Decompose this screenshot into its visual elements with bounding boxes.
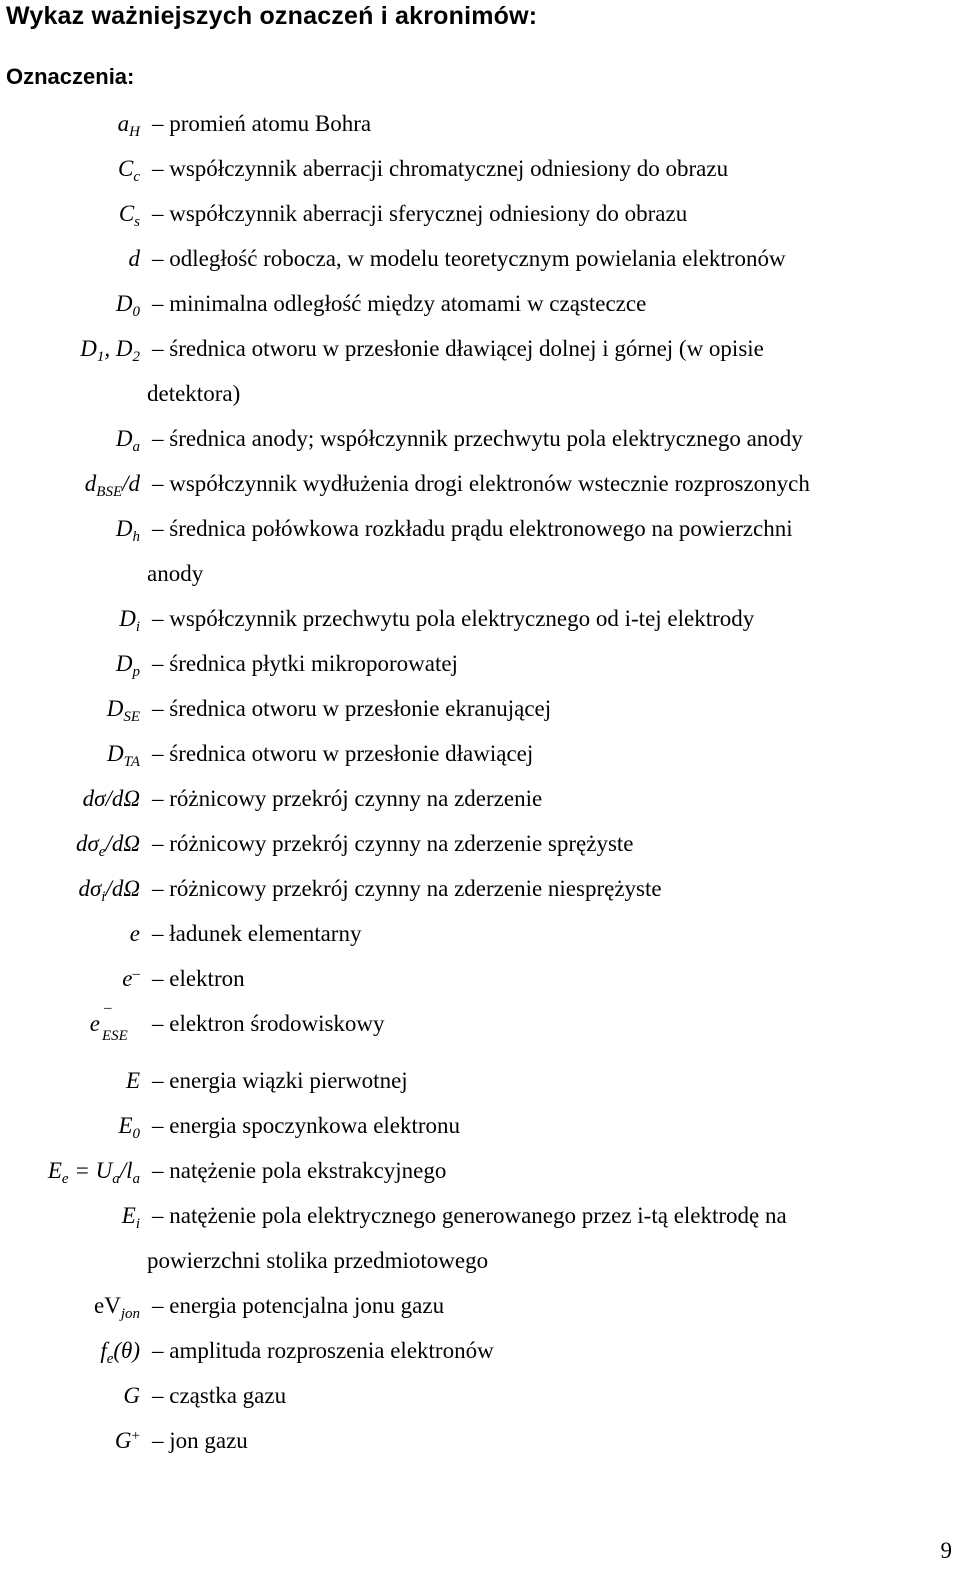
notation-description: – elektron	[152, 962, 245, 996]
notation-description: – odległość robocza, w modelu teoretycznym powielania elektronów	[152, 242, 786, 276]
notation-symbol: dσ/dΩ	[82, 786, 140, 811]
notation-symbol: $D_0$	[115, 291, 140, 320]
notation-entry	[0, 422, 960, 456]
notation-entry	[0, 737, 960, 771]
notation-symbol: e – ESE	[89, 1000, 128, 1044]
notation-entry	[0, 1199, 960, 1233]
page-number: 9	[940, 1538, 952, 1563]
notation-description: – energia wiązki pierwotnej	[152, 1064, 408, 1098]
notation-description: – średnica otworu w przesłonie ekranującej	[152, 692, 551, 726]
notation-symbol: e–	[122, 966, 140, 991]
notation-description: – średnica anody; współczynnik przechwytu pola elektrycznego anody	[152, 422, 803, 456]
notation-symbol: $eV_{jon}$	[94, 1293, 140, 1322]
notation-entry	[0, 1424, 960, 1458]
notation-entry	[0, 332, 960, 366]
notation-entry	[0, 287, 960, 321]
notation-symbol: G+	[114, 1428, 140, 1453]
notation-entry	[0, 692, 960, 726]
notation-symbol: $E_0$	[118, 1113, 140, 1142]
notation-symbol: $f_e(\theta)$	[100, 1338, 140, 1367]
notation-symbol: $D_1$, $D_2$	[80, 336, 140, 365]
notation-entry	[0, 1000, 960, 1057]
notation-description: – współczynnik aberracji sferycznej odniesiony do obrazu	[152, 197, 687, 231]
notation-entry	[0, 242, 960, 276]
notation-symbol: d	[128, 246, 140, 271]
notation-description: – średnica otworu w przesłonie dławiącej dolnej i górnej (w opisie	[152, 332, 764, 366]
page-heading: Wykaz ważniejszych oznaczeń i akronimów:	[6, 2, 538, 30]
notation-description: – współczynnik aberracji chromatycznej odniesiony do obrazu	[152, 152, 728, 186]
notation-description: – natężenie pola ekstrakcyjnego	[152, 1154, 446, 1188]
notation-symbol: $a_H$	[117, 111, 140, 140]
notation-description: – średnica otworu w przesłonie dławiącej	[152, 737, 533, 771]
notation-description: – różnicowy przekrój czynny na zderzenie	[152, 782, 542, 816]
notation-description: – energia potencjalna jonu gazu	[152, 1289, 444, 1323]
notation-description: – różnicowy przekrój czynny na zderzenie sprężyste	[152, 827, 634, 861]
notation-description: – cząstka gazu	[152, 1379, 286, 1413]
notation-description: – średnica połówkowa rozkładu prądu elektronowego na powierzchni	[152, 512, 793, 546]
notation-description-continuation: anody	[147, 561, 204, 586]
notation-description: – współczynnik wydłużenia drogi elektronów wstecznie rozproszonych	[152, 467, 810, 501]
notation-symbol: E	[125, 1068, 140, 1093]
notation-entry	[0, 512, 960, 546]
notation-entry	[0, 467, 960, 501]
notation-symbol: $C_s$	[118, 201, 140, 230]
notation-description: – natężenie pola elektrycznego generowanego przez i-tą elektrodę na	[152, 1199, 787, 1233]
notation-entry	[0, 1334, 960, 1368]
notation-symbol: $D_{TA}$	[106, 741, 140, 770]
notation-entry	[0, 827, 960, 861]
notation-entry	[0, 602, 960, 636]
notation-symbol: $d_{BSE}/d$	[84, 471, 140, 500]
notation-entry	[0, 872, 960, 906]
notation-entry	[0, 782, 960, 816]
notation-symbol: $D_p$	[115, 651, 140, 680]
notation-symbol: $C_c$	[117, 156, 140, 185]
notation-description: – energia spoczynkowa elektronu	[152, 1109, 460, 1143]
notation-symbol: $D_i$	[119, 606, 140, 635]
notation-entry	[0, 1064, 960, 1098]
notation-entry	[0, 962, 960, 996]
notation-description-continuation: powierzchni stolika przedmiotowego	[147, 1248, 489, 1273]
notation-description: – jon gazu	[152, 1424, 248, 1458]
notation-description: – amplituda rozproszenia elektronów	[152, 1334, 494, 1368]
notation-symbol: $d\sigma_i/d\Omega$	[78, 876, 140, 905]
notation-entry	[0, 917, 960, 951]
notation-entry	[0, 197, 960, 231]
notation-entry	[0, 107, 960, 141]
notation-description: – minimalna odległość między atomami w cząsteczce	[152, 287, 646, 321]
notation-description: – ładunek elementarny	[152, 917, 361, 951]
notation-symbol: G	[123, 1383, 140, 1408]
notation-symbol: $D_h$	[115, 516, 140, 545]
notation-entry	[0, 647, 960, 681]
notation-entry	[0, 1289, 960, 1323]
notation-symbol: $D_{SE}$	[106, 696, 140, 725]
notation-symbol: $d\sigma_e/d\Omega$	[75, 831, 140, 860]
notation-entry	[0, 152, 960, 186]
notation-description: – średnica płytki mikroporowatej	[152, 647, 458, 681]
notation-symbol: $E_i$	[121, 1203, 140, 1232]
notation-description: – współczynnik przechwytu pola elektrycznego od i-tej elektrody	[152, 602, 754, 636]
notation-description: – różnicowy przekrój czynny na zderzenie niesprężyste	[152, 872, 662, 906]
notation-description-continuation: detektora)	[147, 381, 241, 406]
notation-description: – promień atomu Bohra	[152, 107, 371, 141]
notation-symbol: $E_e = U_a/l_a$	[47, 1158, 140, 1187]
notation-symbol: $D_a$	[115, 426, 140, 455]
notation-entry	[0, 1109, 960, 1143]
notation-symbol: e	[129, 921, 140, 946]
notation-entry	[0, 1154, 960, 1188]
notation-description: – elektron środowiskowy	[152, 1007, 385, 1041]
section-label: Oznaczenia:	[6, 64, 135, 89]
notation-entry	[0, 1379, 960, 1413]
